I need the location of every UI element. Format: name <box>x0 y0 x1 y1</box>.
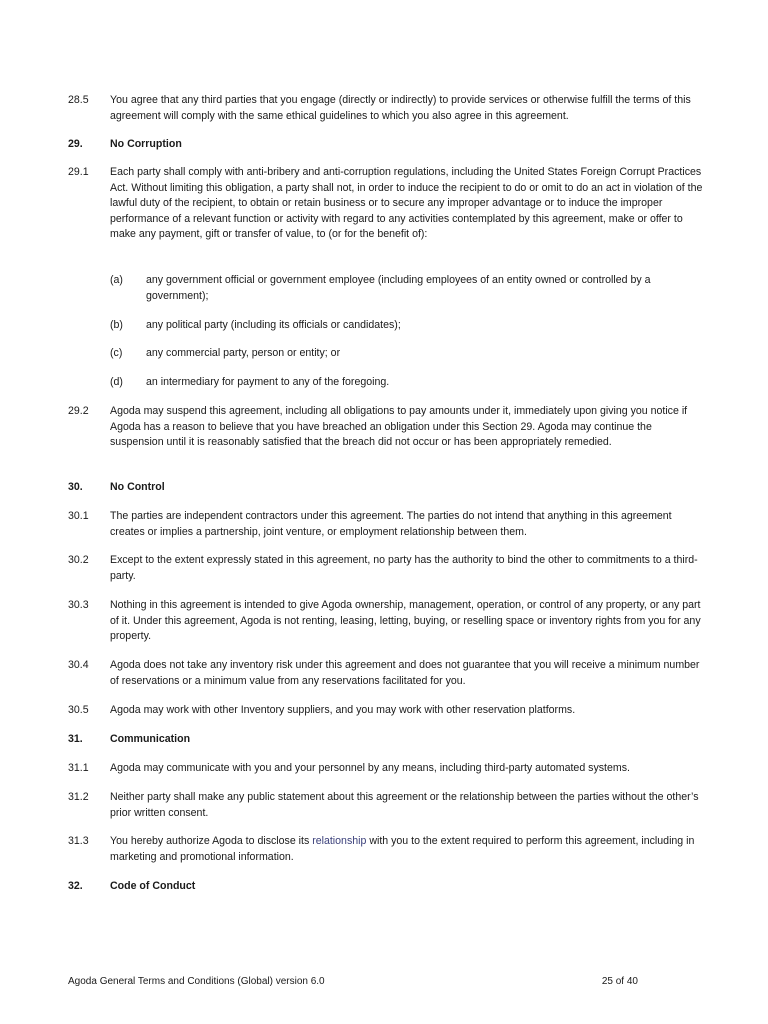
clause-text-part: with you to the extent required to perform this agreement, including in marketing and promotional information. <box>110 835 695 863</box>
highlighted-word: relationship <box>312 835 367 847</box>
subclause-letter: (b) <box>110 319 123 331</box>
clause-text: Neither party shall make any public statement about this agreement or the relationship between the parties without the other’s prior written consent. <box>110 791 699 819</box>
subclause-29-1-c <box>110 346 700 362</box>
clause-number: 30.4 <box>68 659 89 671</box>
section-title: No Corruption <box>110 138 182 150</box>
section-number: 30. <box>68 481 83 493</box>
clause-text: Agoda may work with other Inventory suppliers, and you may work with other reservation platforms. <box>110 704 576 716</box>
clause-number: 28.5 <box>68 94 89 106</box>
section-number: 29. <box>68 138 83 150</box>
clause-number: 31.3 <box>68 835 89 847</box>
clause-30-1 <box>68 509 708 540</box>
section-heading-29 <box>68 137 708 153</box>
clause-number: 30.2 <box>68 554 89 566</box>
clause-31-2 <box>68 790 708 821</box>
clause-number: 29.2 <box>68 405 89 417</box>
subclause-29-1-a <box>110 273 700 304</box>
clause-text-part: You hereby authorize Agoda to disclose its <box>110 835 313 847</box>
clause-number: 31.1 <box>68 762 89 774</box>
clause-30-2 <box>68 553 708 584</box>
subclause-letter: (d) <box>110 376 123 388</box>
subclause-letter: (a) <box>110 274 123 286</box>
section-number: 32. <box>68 880 83 892</box>
section-title: Code of Conduct <box>110 880 196 892</box>
subclause-text: any commercial party, person or entity; or <box>146 347 341 359</box>
clause-31-3 <box>68 834 708 865</box>
clause-30-3 <box>68 598 708 645</box>
section-number: 31. <box>68 733 83 745</box>
clause-text: Each party shall comply with anti-bribery and anti-corruption regulations, including the United States Foreign Corrupt Practices Act. Without limiting this obligation, a party shall not, in order to induce the recipient to do or omit to do an act in violation of the lawful duty of the recipient, to obtain or retain business or to secure any improper advantage or to induce the improper performance of a relevant function or activity with regard to any activities contemplated by this agreement, make or offer to make any payment, gift or transfer of value, to (or for the benefit of): <box>110 166 703 241</box>
subclause-letter: (c) <box>110 347 123 359</box>
clause-29-2 <box>68 404 708 451</box>
clause-30-5 <box>68 703 708 719</box>
subclause-text: an intermediary for payment to any of the foregoing. <box>146 376 390 388</box>
clause-text: Agoda does not take any inventory risk under this agreement and does not guarantee that you will receive a minimum number of reservations or a minimum value from any reservations facilitated for you. <box>110 659 700 687</box>
section-title: No Control <box>110 481 165 493</box>
clause-text: You agree that any third parties that you engage (directly or indirectly) to provide services or otherwise fulfill the terms of this agreement will comply with the same ethical guidelines to which you also agree in this agreement. <box>110 94 691 122</box>
clause-text: Nothing in this agreement is intended to give Agoda ownership, management, operation, or control of any property, or any part of it. Under this agreement, Agoda is not renting, leasing, letting, buying, or reselling space or inventory rights from you for any property. <box>110 599 701 643</box>
clause-text: Agoda may suspend this agreement, including all obligations to pay amounts under it, immediately upon giving you notice if Agoda has a reason to believe that you have breached an obligation under this Section 29. Agoda may continue the suspension until it is reasonably satisfied that the breach did not occur or has been appropriately remedied. <box>110 405 688 449</box>
clause-number: 30.1 <box>68 510 89 522</box>
subclause-text: any government official or government employee (including employees of an entity owned or controlled by a government); <box>146 274 651 302</box>
subclause-29-1-b <box>110 318 700 334</box>
footer-page-number: 25 of 40 <box>601 976 638 987</box>
subclause-text: any political party (including its officials or candidates); <box>146 319 401 331</box>
clause-30-4 <box>68 658 708 689</box>
clause-text: The parties are independent contractors under this agreement. The parties do not intend that anything in this agreement creates or implies a partnership, joint venture, or employment relationship between them. <box>110 510 672 538</box>
clause-number: 30.3 <box>68 599 89 611</box>
clause-text: Agoda may communicate with you and your personnel by any means, including third-party automated systems. <box>110 762 630 774</box>
clause-29-1 <box>68 165 708 243</box>
clause-text: Except to the extent expressly stated in this agreement, no party has the authority to bind the other to commitments to a third-party. <box>110 554 698 582</box>
footer-doc-title: Agoda General Terms and Conditions (Global) version 6.0 <box>68 976 325 987</box>
clause-28-5 <box>68 93 708 124</box>
page-footer <box>68 974 638 990</box>
clause-31-1 <box>68 761 708 777</box>
section-heading-31 <box>68 732 708 748</box>
clause-number: 29.1 <box>68 166 89 178</box>
clause-number: 31.2 <box>68 791 89 803</box>
section-heading-32 <box>68 879 708 895</box>
subclause-29-1-d <box>110 375 700 391</box>
section-heading-30 <box>68 480 708 496</box>
clause-number: 30.5 <box>68 704 89 716</box>
section-title: Communication <box>110 733 191 745</box>
clause-text <box>110 834 708 865</box>
